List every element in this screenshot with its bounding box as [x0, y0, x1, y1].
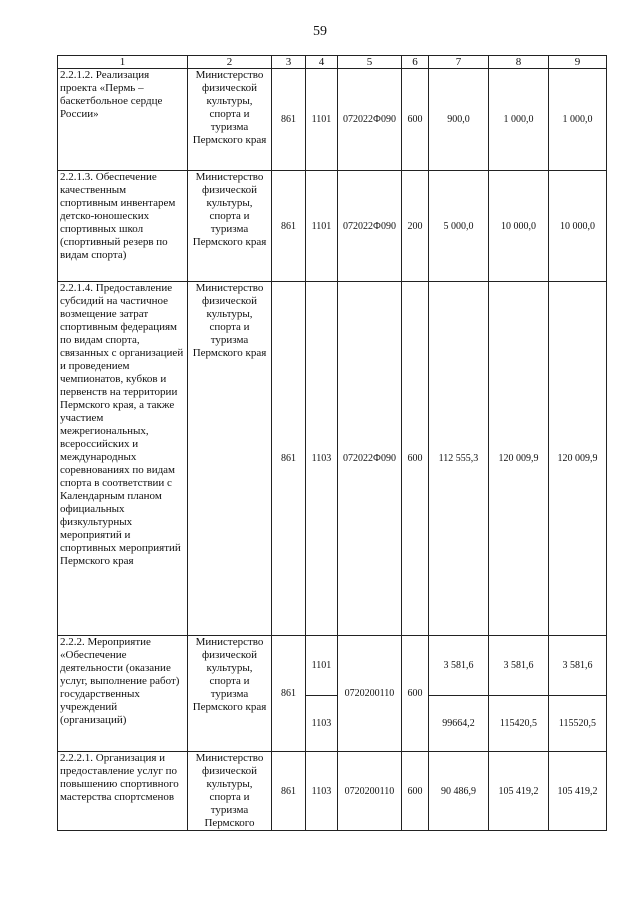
grbs-code: 861: [272, 282, 306, 636]
header-cell: 6: [402, 56, 429, 69]
section-code: 1103: [306, 282, 338, 636]
section-code: 1101: [306, 636, 338, 696]
responsible-body: Министерство физической культуры, спорта и туризма Пермского края: [188, 69, 272, 171]
grbs-code: 861: [272, 752, 306, 831]
target-code: 072022Ф090: [338, 171, 402, 282]
table-row: [58, 282, 607, 636]
expense-type-code: 600: [402, 636, 429, 752]
amount-year-2: 105 419,2: [489, 752, 549, 831]
budget-table: [57, 55, 607, 831]
expense-type-code: 600: [402, 282, 429, 636]
grbs-code: 861: [272, 636, 306, 752]
header-cell: 4: [306, 56, 338, 69]
header-cell: 8: [489, 56, 549, 69]
amount-year-3: 115520,5: [549, 696, 607, 752]
amount-year-1: 3 581,6: [429, 636, 489, 696]
amount-year-3: 3 581,6: [549, 636, 607, 696]
header-cell: 9: [549, 56, 607, 69]
header-row: [58, 56, 607, 69]
header-cell: 1: [58, 56, 188, 69]
amount-year-3: 120 009,9: [549, 282, 607, 636]
measure-name: 2.2.2. Мероприятие «Обеспечение деятельности (оказание услуг, выполнение работ) государственных учреждений (организаций): [58, 636, 188, 752]
measure-name: 2.2.1.2. Реализация проекта «Пермь – баскетбольное сердце России»: [58, 69, 188, 171]
responsible-body: Министерство физической культуры, спорта и туризма Пермского края: [188, 282, 272, 636]
amount-year-2: 3 581,6: [489, 636, 549, 696]
table-row: [58, 69, 607, 171]
amount-year-2: 1 000,0: [489, 69, 549, 171]
responsible-body: Министерство физической культуры, спорта и туризма Пермского края: [188, 636, 272, 752]
section-code: 1101: [306, 69, 338, 171]
amount-year-3: 10 000,0: [549, 171, 607, 282]
expense-type-code: 600: [402, 69, 429, 171]
responsible-body: Министерство физической культуры, спорта и туризма Пермского: [188, 752, 272, 831]
table-row: [58, 171, 607, 282]
section-code: 1103: [306, 752, 338, 831]
expense-type-code: 600: [402, 752, 429, 831]
measure-name: 2.2.1.3. Обеспечение качественным спортивным инвентарем детско-юношеских спортивных школ (спортивный резерв по видам спорта): [58, 171, 188, 282]
measure-name: 2.2.1.4. Предоставление субсидий на частичное возмещение затрат спортивным федерациям по видам спорта, связанных с организацией и проведением чемпионатов, кубков и первенств на территории Пермского края, а также участием межрегиональных, всероссийских и международных соревнованиях по видам спорта в соответствии с Календарным планом официальных физкультурных мероприятий и спортивных мероприятий Пермского края: [58, 282, 188, 636]
target-code: 072022Ф090: [338, 69, 402, 171]
page-number: 59: [313, 24, 327, 39]
target-code: 072022Ф090: [338, 282, 402, 636]
table-row: [58, 752, 607, 831]
expense-type-code: 200: [402, 171, 429, 282]
amount-year-1: 90 486,9: [429, 752, 489, 831]
grbs-code: 861: [272, 171, 306, 282]
amount-year-1: 5 000,0: [429, 171, 489, 282]
amount-year-1: 900,0: [429, 69, 489, 171]
amount-year-2: 10 000,0: [489, 171, 549, 282]
amount-year-2: 115420,5: [489, 696, 549, 752]
target-code: 0720200110: [338, 752, 402, 831]
amount-year-1: 99664,2: [429, 696, 489, 752]
header-cell: 2: [188, 56, 272, 69]
measure-name: 2.2.2.1. Организация и предоставление услуг по повышению спортивного мастерства спортсменов: [58, 752, 188, 831]
header-cell: 7: [429, 56, 489, 69]
amount-year-3: 105 419,2: [549, 752, 607, 831]
section-code: 1101: [306, 171, 338, 282]
responsible-body: Министерство физической культуры, спорта и туризма Пермского края: [188, 171, 272, 282]
section-code: 1103: [306, 696, 338, 752]
table-row: [58, 636, 607, 696]
header-cell: 3: [272, 56, 306, 69]
target-code: 0720200110: [338, 636, 402, 752]
amount-year-2: 120 009,9: [489, 282, 549, 636]
amount-year-3: 1 000,0: [549, 69, 607, 171]
header-cell: 5: [338, 56, 402, 69]
amount-year-1: 112 555,3: [429, 282, 489, 636]
grbs-code: 861: [272, 69, 306, 171]
